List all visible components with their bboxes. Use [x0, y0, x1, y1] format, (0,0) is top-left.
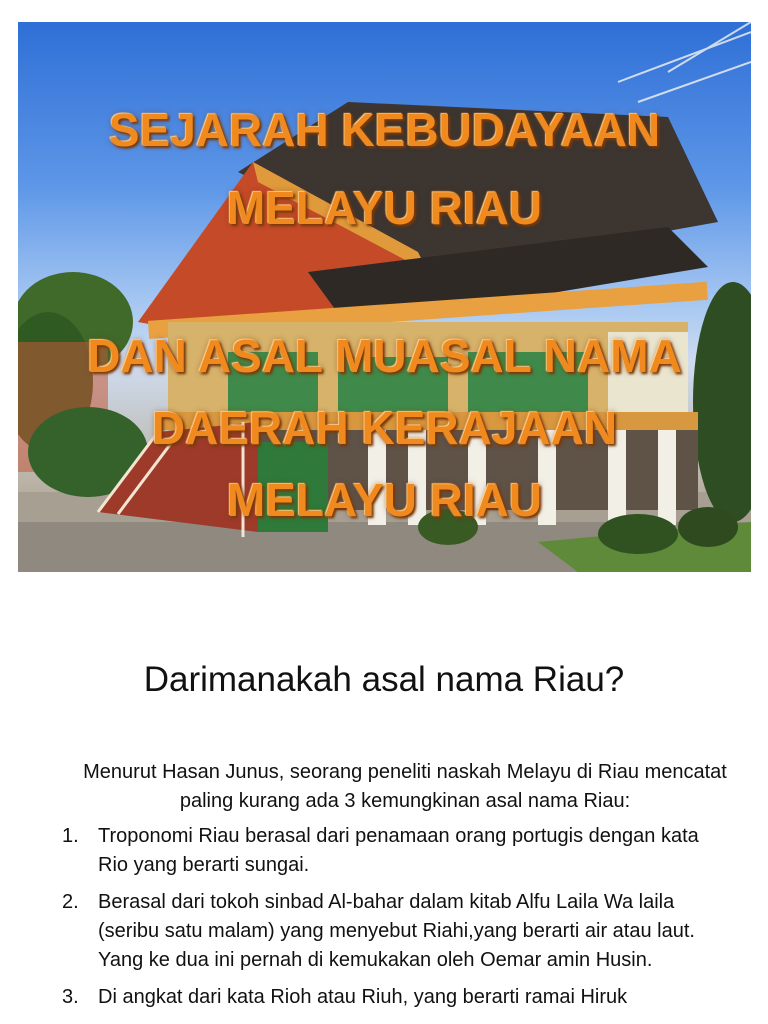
list-item [58, 888, 718, 975]
slide-title-line-5: MELAYU RIAU [226, 474, 543, 526]
origin-list [58, 822, 718, 1020]
list-number: 2. [62, 891, 79, 913]
list-item-text: Di angkat dari kata Rioh atau Riuh, yang berarti ramai Hiruk [98, 986, 628, 1008]
list-item-text: Troponomi Riau berasal dari penamaan orang portugis dengan kata Rio yang berarti sungai. [98, 825, 699, 876]
list-item [58, 983, 718, 1012]
list-number: 1. [62, 825, 79, 847]
list-number: 3. [62, 986, 79, 1008]
slide-title-line-4: DAERAH KERAJAAN [151, 402, 618, 454]
slide-title-line-3: DAN ASAL MUASAL NAMA [87, 330, 682, 382]
slide-title-line-1: SEJARAH KEBUDAYAAN [108, 104, 661, 156]
title-slide-image [18, 22, 751, 572]
list-item-text: Berasal dari tokoh sinbad Al-bahar dalam kitab Alfu Laila Wa laila (seribu satu malam) yang menyebut Riahi,yang berarti air atau laut. Yang ke dua ini pernah di kemukakan oleh Oemar amin Husin. [98, 891, 695, 971]
list-item [58, 822, 718, 880]
slide-title-line-2: MELAYU RIAU [226, 182, 543, 234]
intro-paragraph: Menurut Hasan Junus, seorang peneliti naskah Melayu di Riau mencatat paling kurang ada 3 kemungkinan asal nama Riau: [83, 761, 727, 812]
section-heading: Darimanakah asal nama Riau? [143, 660, 625, 699]
